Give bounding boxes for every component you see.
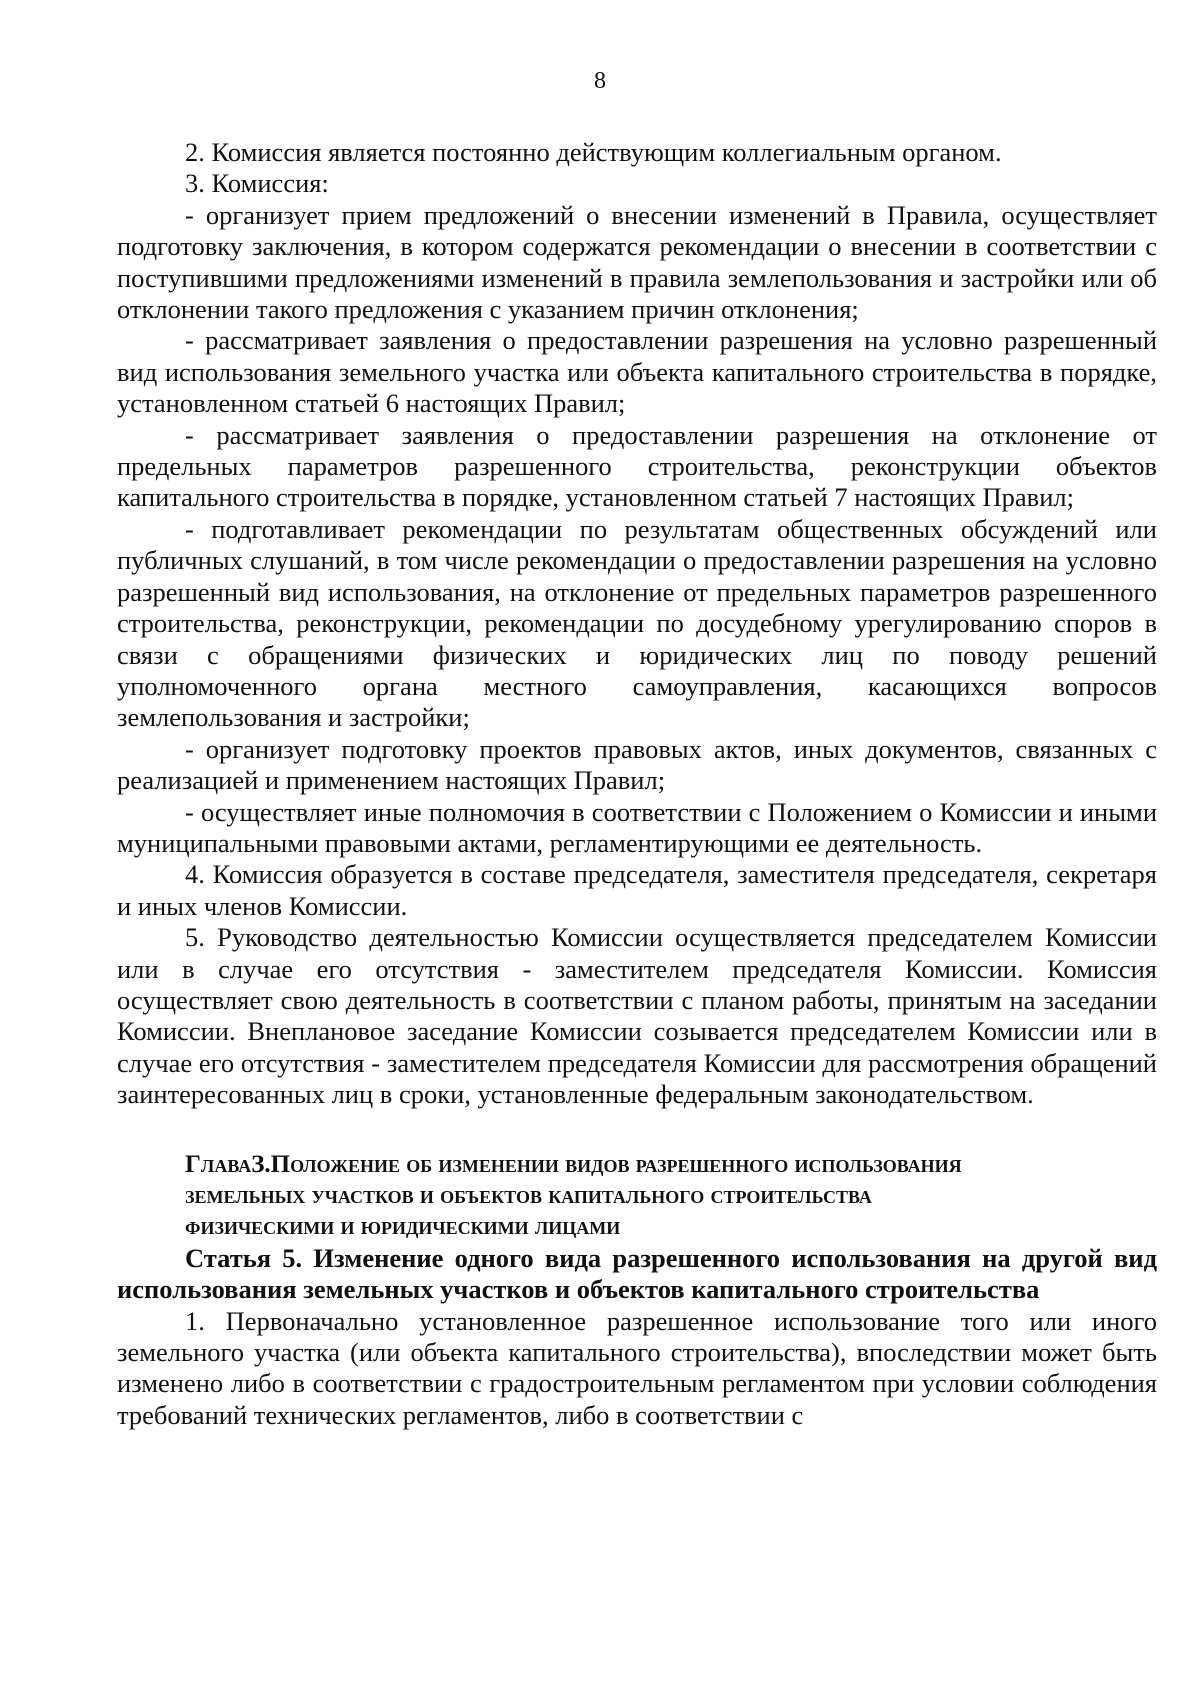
chapter-heading — [117, 1149, 1157, 1243]
chapter-heading-line: физическими и юридическими лицами — [185, 1213, 621, 1241]
chapter-heading-line: ГлаваЗ.Положение об изменении видов разрешенного использования — [185, 1150, 962, 1178]
paragraph: 2. Комиссия является постоянно действующим коллегиальным органом. — [185, 137, 1002, 167]
paragraph: 4. Комиссия образуется в составе председателя, заместителя председателя, секретаря и иных членов Комиссии. — [117, 859, 1157, 921]
section-gap — [117, 1111, 1157, 1149]
commission-section — [117, 137, 1157, 1111]
chapter-heading-line: земельных участков и объектов капитального строительства — [185, 1182, 872, 1209]
list-item: - подготавливает рекомендации по результатам общественных обсуждений или публичных слушаний, в том числе рекомендации о предоставлении разрешения на условно разрешенный вид использования, на отклонение от предельных параметров разрешенного строительства, реконструкции, рекомендации по досудебному урегулированию споров в связи с обращениями физических и юридических лиц по поводу решений уполномоченного органа местного самоуправления, касающихся вопросов землепользования и застройки; — [117, 513, 1157, 733]
list-item: - рассматривает заявления о предоставлении разрешения на отклонение от предельных параметров разрешенного строительства, реконструкции объектов капитального строительства в порядке, установленном статьей 7 настоящих Правил; — [117, 419, 1157, 513]
page-number: 8 — [594, 68, 606, 94]
list-item: - организует прием предложений о внесении изменений в Правила, осуществляет подготовку заключения, в котором содержатся рекомендации о внесении в соответствии с поступившими предложениями изменений в правила землепользования и застройки или об отклонении такого предложения с указанием причин отклонения; — [117, 199, 1157, 325]
list-item: - рассматривает заявления о предоставлении разрешения на условно разрешенный вид использования земельного участка или объекта капитального строительства в порядке, установленном статьей 6 настоящих Правил; — [117, 325, 1157, 419]
article-body — [117, 1306, 1157, 1432]
paragraph: 1. Первоначально установленное разрешенное использование того или иного земельного участка (или объекта капитального строительства), впоследствии может быть изменено либо в соответствии с градостроительным регламентом при условии соблюдения требований технических регламентов, либо в соответствии с — [117, 1305, 1157, 1430]
article-title: Статья 5. Изменение одного вида разрешенного использования на другой вид использования земельных участков и объектов капитального строительства — [117, 1242, 1157, 1305]
document-body — [117, 137, 1157, 1431]
paragraph: 3. Комиссия: — [185, 168, 329, 199]
list-item: - организует подготовку проектов правовых актов, иных документов, связанных с реализацией и применением настоящих Правил; — [117, 733, 1157, 796]
list-item: - осуществляет иные полномочия в соответствии с Положением о Комиссии и иными муниципальными правовыми актами, регламентирующими ее деятельность. — [117, 796, 1157, 858]
paragraph: 5. Руководство деятельностью Комиссии осуществляется председателем Комиссии или в случае его отсутствия - заместителем председателя Комиссии. Комиссия осуществляет свою деятельность в соответствии с планом работы, принятым на заседании Комиссии. Внеплановое заседание Комиссии созывается председателем Комиссии или в случае его отсутствия - заместителем председателя Комиссии для рассмотрения обращений заинтересованных лиц в сроки, установленные федеральным законодательством. — [117, 922, 1157, 1110]
